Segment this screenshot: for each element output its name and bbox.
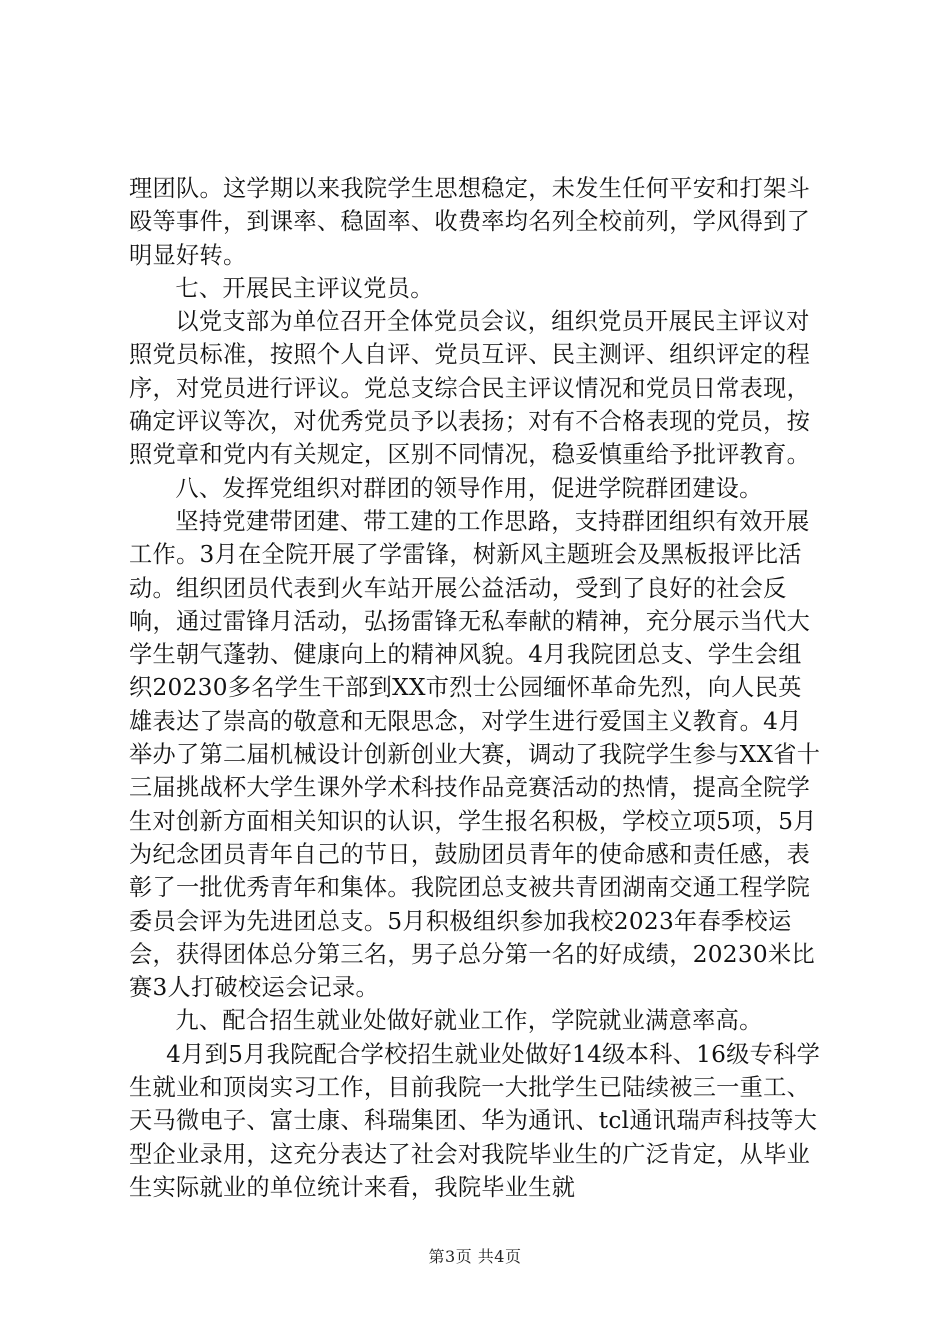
paragraph-employment: 4月到5月我院配合学校招生就业处做好14级本科、16级专科学生就业和顶岗实习工作，目前我院一大批学生已陆续被三一重工、天马微电子、富士康、科瑞集团、华为通讯、tcl通讯瑞声科技等大型企业录用，这充分表达了社会对我院毕业生的广泛肯定，从毕业生实际就业的单位统计来看，我院毕业生就	[129, 1040, 821, 1201]
section-heading-7: 七、开展民主评议党员。	[175, 274, 434, 302]
page-footer: 第3页 共4页	[428, 1247, 522, 1266]
section-heading-8: 八、发挥党组织对群团的领导作用，促进学院群团建设。	[175, 474, 763, 502]
document-body	[129, 172, 823, 1204]
paragraph-group-building: 坚持党建带团建、带工建的工作思路，支持群团组织有效开展工作。3月在全院开展了学雷锋，树新风主题班会及黑板报评比活动。组织团员代表到火车站开展公益活动，受到了良好的社会反响，通过雷锋月活动，弘扬雷锋无私奉献的精神，充分展示当代大学生朝气蓬勃、健康向上的精神风貌。4月我院团总支、学生会组织20230多名学生干部到XX市烈士公园缅怀革命先烈，向人民英雄表达了崇高的敬意和无限思念，对学生进行爱国主义教育。4月举办了第二届机械设计创新创业大赛，调动了我院学生参与XX省十三届挑战杯大学生课外学术科技作品竞赛活动的热情，提高全院学生对创新方面相关知识的认识，学生报名积极，学校立项5项，5月为纪念团员青年自己的节日，鼓励团员青年的使命感和责任感，表彰了一批优秀青年和集体。我院团总支被共青团湖南交通工程学院委员会评为先进团总支。5月积极组织参加我校2023年春季校运会，获得团体总分第三名，男子总分第一名的好成绩，20230米比赛3人打破校运会记录。	[129, 507, 821, 1002]
paragraph-democratic-review: 以党支部为单位召开全体党员会议，组织党员开展民主评议对照党员标准，按照个人自评、党员互评、民主测评、组织评定的程序，对党员进行评议。党总支综合民主评议情况和党员日常表现，确定评议等次，对优秀党员予以表扬；对有不合格表现的党员，按照党章和党内有关规定，区别不同情况，稳妥慎重给予批评教育。	[129, 308, 811, 469]
section-heading-9: 九、配合招生就业处做好就业工作，学院就业满意率高。	[175, 1007, 763, 1035]
paragraph-continuation: 理团队。这学期以来我院学生思想稳定，未发生任何平安和打架斗殴等事件，到课率、稳固率、收费率均名列全校前列，学风得到了明显好转。	[129, 175, 811, 269]
